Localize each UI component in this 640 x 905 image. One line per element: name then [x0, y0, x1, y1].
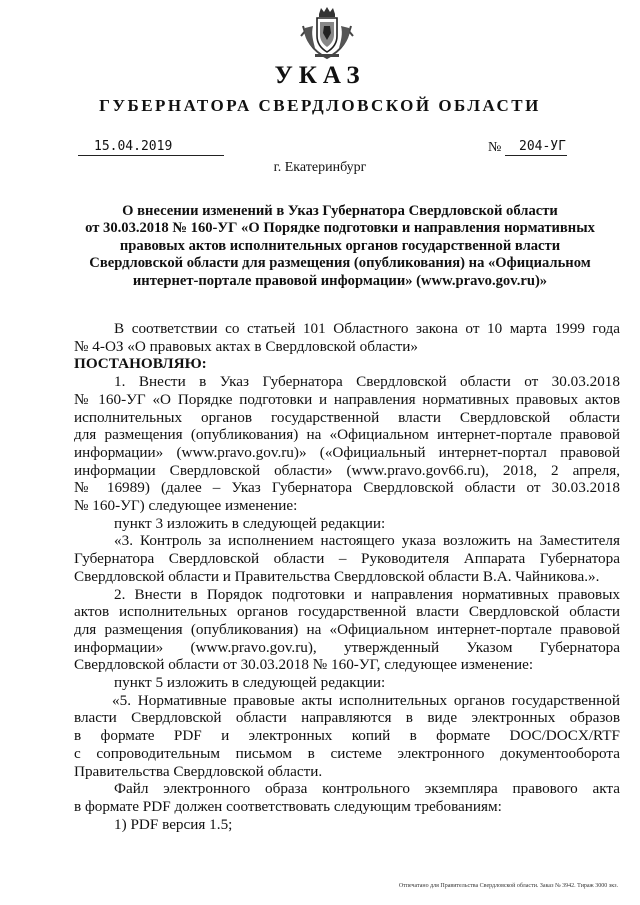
item1-quote-line: Губернатора Свердловской области – Руководителя Аппарата Губернатора [74, 550, 620, 568]
heading-line: О внесении изменений в Указ Губернатора Свердловской области [122, 203, 558, 219]
document-number: 204-УГ [505, 138, 567, 156]
item2-quote-line: с сопроводительным письмом в системе электронного документооборота [74, 744, 620, 762]
requirement-item: 1) PDF версия 1.5; [114, 815, 233, 833]
item2-quote-line: Правительства Свердловской области. [74, 762, 323, 780]
item1-line: № 16989) (далее – Указ Губернатора Свердловской области от 30.03.2018 [74, 479, 620, 497]
item1-sub: пункт 3 изложить в следующей редакции: [114, 514, 386, 532]
heading-line: Свердловской области для размещения (опубликования) на «Официальном [89, 255, 591, 272]
decree-heading [60, 203, 620, 290]
item1-line: № 160-УГ) следующее изменение: [74, 497, 298, 515]
print-footer: Отпечатано для Правительства Свердловской области. Заказ № 3942. Тираж 3000 экз. [398, 883, 618, 889]
city-line: г. Екатеринбург [273, 160, 367, 175]
document-type-title: УКАЗ [274, 62, 366, 89]
decree-keyword: ПОСТАНОВЛЯЮ: [74, 355, 207, 373]
item2-quote-line: в формате PDF и электронных копий в формате DOC/DOCX/RTF [74, 727, 620, 745]
item2-quote-line: «5. Нормативные правовые акты исполнительных органов государственной [112, 691, 620, 709]
item2-line: информации» (www.pravo.gov.ru), утвержденный Указом Губернатора [74, 638, 620, 656]
heading-line: интернет-портале правовой информации» (www.pravo.gov.ru)» [132, 272, 548, 289]
item2-line: актов исполнительных органов государственной власти Свердловской области [74, 603, 620, 621]
item2-sub: пункт 5 изложить в следующей редакции: [114, 674, 386, 692]
file-requirements-line: в формате PDF должен соответствовать следующим требованиям: [74, 797, 502, 815]
item1-line: информации» (www.pravo.gov.ru)» («Официальный интернет-портал правовой [74, 443, 620, 461]
heading-line: от 30.03.2018 № 160-УГ «О Порядке подготовки и направления нормативных [85, 220, 595, 237]
item2-line: 2. Внести в Порядок подготовки и направления нормативных правовых [114, 585, 620, 603]
heading-line: правовых актов исполнительных органов государственной власти [119, 237, 561, 254]
preamble-line: № 4-ОЗ «О правовых актах в Свердловской области» [74, 337, 418, 355]
item2-line: Свердловской области от 30.03.2018 № 160-УГ, следующее изменение: [74, 656, 534, 674]
item2-quote-line: власти Свердловской области направляются в виде электронных образов [74, 709, 620, 727]
item1-line: для размещения (опубликования) на «Официальном интернет-портале правовой [74, 426, 620, 444]
item1-line: исполнительных органов государственной власти Свердловской области [74, 408, 620, 426]
file-requirements-line: Файл электронного образа контрольного экземпляра правового акта [114, 780, 620, 798]
item1-line: № 160-УГ «О Порядке подготовки и направления нормативных правовых актов [74, 390, 620, 408]
issuer-title: ГУБЕРНАТОРА СВЕРДЛОВСКОЙ ОБЛАСТИ [99, 96, 541, 115]
item1-line: 1. Внести в Указ Губернатора Свердловской области от 30.03.2018 [114, 373, 620, 391]
number-sign: № [488, 140, 502, 155]
item2-line: для размещения (опубликования) на «Официальном интернет-портале правовой [74, 620, 620, 638]
decree-body [74, 320, 620, 833]
coat-of-arms-icon [297, 6, 357, 62]
item1-quote-line: Свердловской области и Правительства Свердловской области В.А. Чайникова.». [74, 567, 600, 585]
preamble-line: В соответствии со статьей 101 Областного закона от 10 марта 1999 года [114, 320, 620, 337]
item1-line: информации Свердловской области» (www.pravo.gov66.ru), 2018, 2 апреля, [74, 461, 620, 479]
document-date: 15.04.2019 [78, 138, 224, 156]
item1-quote-line: «3. Контроль за исполнением настоящего указа возложить на Заместителя [114, 532, 620, 550]
